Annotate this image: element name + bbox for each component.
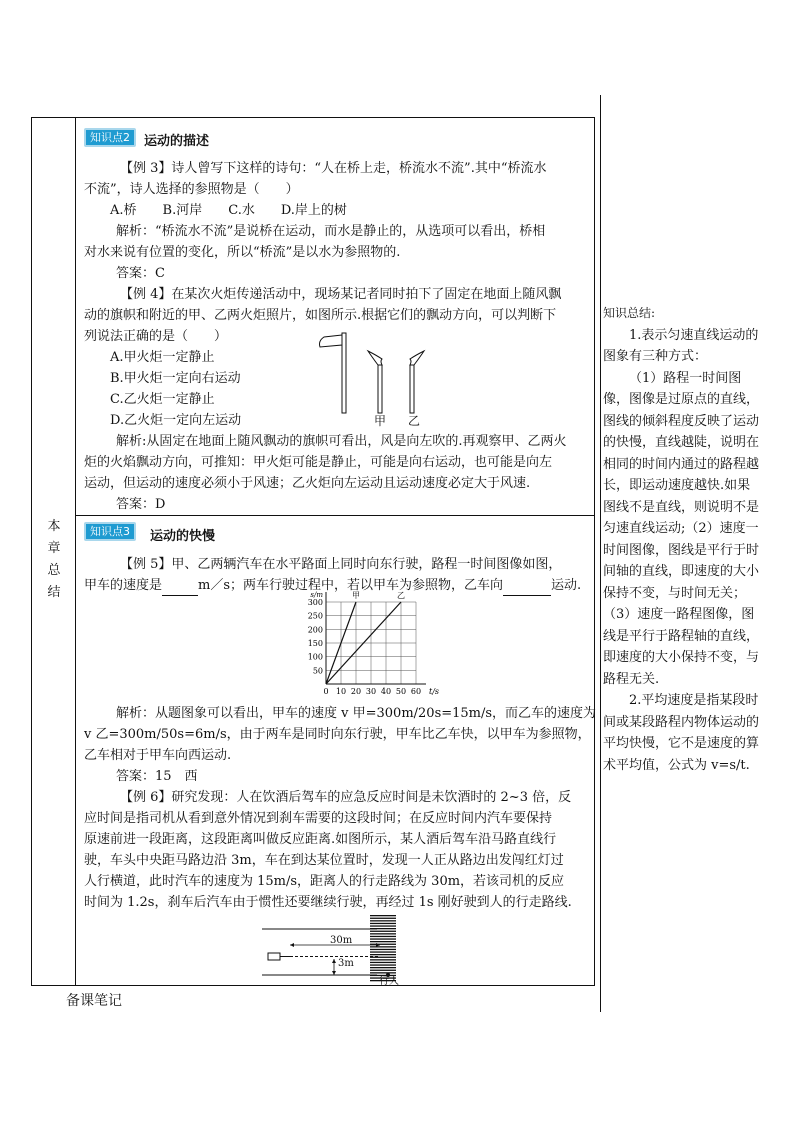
- y-tick-label: 150: [307, 639, 323, 648]
- example5-explanation: v 乙=300m/50s=6m/s，由于两车是同时向东行驶，甲车比乙车快，以甲车为参照物，: [84, 727, 591, 742]
- zebra-stripe: [370, 964, 396, 965]
- series-label: 乙: [397, 591, 405, 600]
- column-divider: [600, 95, 601, 1012]
- zebra-stripe: [370, 928, 396, 929]
- lesson-notes-label: 备课笔记: [66, 993, 122, 1009]
- example4-question: 【例 4】在某次火炬传递活动中，现场某记者同时拍下了固定在地面上随风飘: [120, 287, 562, 302]
- torch-jia-label: 甲: [374, 414, 387, 428]
- example4-question: 列说法正确的是（ ）: [84, 329, 228, 344]
- zebra-stripe: [370, 970, 396, 971]
- distance-30m-label: 30m: [330, 935, 353, 946]
- x-tick-label: 50: [395, 687, 407, 696]
- section-title: 运动的描述: [144, 134, 210, 149]
- chapter-summary-table: [31, 117, 595, 986]
- distance-time-chart: [302, 590, 440, 698]
- summary-point-1: 1.表示匀速直线运动的图象有三种方式：: [603, 327, 759, 364]
- sidebar-char: 总: [47, 563, 61, 578]
- y-tick-label: 100: [307, 652, 323, 662]
- x-tick-label: 0: [323, 687, 329, 696]
- zebra-stripe: [370, 972, 396, 973]
- torch-yi-label: 乙: [408, 414, 421, 428]
- example4-option-d: D.乙火炬一定向左运动: [110, 413, 242, 428]
- zebra-stripe: [370, 959, 396, 960]
- x-tick-label: 20: [350, 687, 362, 696]
- pedestrian-label: 行人: [379, 976, 399, 987]
- example3-explanation: 对水来说有位置的变化，所以“桥流”是以水为参照物的.: [84, 245, 401, 260]
- zebra-stripe: [370, 957, 396, 958]
- example5-question: 【例 5】甲、乙两辆汽车在水平路面上同时向东行驶，路程一时间图像如图，: [120, 557, 562, 572]
- example6-text: 应时间是指司机从看到意外情况到刹车需要的这段时间；在反应时间内汽车要保持: [84, 811, 553, 826]
- zebra-stripe: [370, 915, 396, 916]
- example3-options: A.桥 B.河岸 C.水 D.岸上的树: [110, 203, 347, 218]
- x-tick-label: 10: [335, 687, 347, 696]
- example4-explanation: 炬的火焰飘动方向，可推知：甲火炬可能是静止，可能是向右运动，也可能是向左: [84, 455, 553, 470]
- example3-question: 不流”，诗人选择的参照物是（ ）: [84, 182, 299, 197]
- knowledge-summary: [603, 303, 763, 776]
- y-tick-label: 200: [307, 625, 323, 635]
- example4-option-b: B.甲火炬一定向右运动: [110, 371, 241, 386]
- sidebar-label: [46, 516, 62, 604]
- summary-title: 知识总结:: [603, 306, 656, 320]
- x-tick-label: 60: [410, 687, 422, 696]
- zebra-stripe: [370, 941, 396, 942]
- example5-question-part: 甲车的速度是: [84, 578, 163, 593]
- example5-explanation: 乙车相对于甲车向西运动.: [84, 748, 232, 763]
- zebra-stripe: [370, 931, 396, 932]
- sidebar-column: [32, 118, 76, 985]
- zebra-stripe: [370, 923, 396, 924]
- example4-explanation: 运动，但运动的速度必须小于风速；乙火炬向左运动且运动速度必定大于风速.: [84, 476, 531, 491]
- section-divider: [76, 515, 594, 516]
- summary-point-2: 2.平均速度是指某段时间或某段路程内物体运动的平均快慢，它不是速度的算术平均值，公式为 v=s/t.: [603, 693, 760, 773]
- sidebar-char: 本: [47, 519, 61, 534]
- distance-3m-label: 3m: [338, 958, 354, 969]
- knowledge-point-badge: 知识点2: [84, 128, 136, 147]
- example4-option-a: A.甲火炬一定静止: [110, 350, 215, 365]
- x-axis-label: t/s: [428, 687, 440, 696]
- answer-blank[interactable]: [503, 581, 551, 596]
- zebra-stripe: [370, 925, 396, 926]
- example5-answer: 答案：15 西: [116, 769, 198, 784]
- example3-question: 【例 3】诗人曾写下这样的诗句：“人在桥上走，桥流水不流”.其中“桥流水: [120, 161, 547, 176]
- y-tick-label: 250: [307, 611, 323, 621]
- main-content: [76, 118, 597, 987]
- zebra-stripe: [370, 933, 396, 934]
- series-label: 甲: [352, 591, 360, 600]
- section-title: 运动的快慢: [150, 529, 216, 544]
- zebra-stripe: [370, 962, 396, 963]
- zebra-stripe: [370, 918, 396, 919]
- zebra-stripe: [370, 967, 396, 968]
- zebra-stripe: [370, 936, 396, 937]
- example6-text: 人行横道，此时汽车的速度为 15m/s，距离人的行走路线为 30m，若该司机的反应: [84, 874, 565, 889]
- example6-text: 原速前进一段距离，这段距离叫做反应距离.如图所示，某人酒后驾车沿马路直线行: [84, 832, 557, 847]
- answer-blank[interactable]: [162, 581, 198, 596]
- zebra-stripe: [370, 951, 396, 952]
- example4-option-c: C.乙火炬一定静止: [110, 392, 215, 407]
- example5-question-part: 运动.: [551, 578, 582, 593]
- example4-explanation: 解析:从固定在地面上随风飘动的旗帜可看出，风是向左吹的.再观察甲、乙两火: [116, 434, 567, 449]
- zebra-stripe: [370, 920, 396, 921]
- y-axis-label: s/m: [310, 591, 323, 599]
- sidebar-char: 章: [47, 541, 61, 556]
- sidebar-char: 结: [47, 585, 61, 600]
- x-tick-label: 40: [380, 687, 392, 696]
- example5-question-part: m／s；两车行驶过程中，若以甲车为参照物，乙车向: [198, 578, 504, 593]
- x-tick-label: 30: [365, 687, 377, 696]
- example3-explanation: 解析：“桥流水不流”是说桥在运动，而水是静止的，从选项可以看出，桥相: [116, 224, 546, 239]
- example5-explanation: 解析：从题图象可以看出，甲车的速度 v 甲=300m/20s=15m/s，而乙车的速度为: [116, 706, 597, 721]
- knowledge-point-badge: 知识点3: [84, 522, 136, 541]
- example6-text: 时间为 1.2s，刹车后汽车由于惯性还要继续行驶，再经过 1s 刚好驶到人的行走路线.: [84, 895, 572, 910]
- example6-text: 【例 6】研究发现：人在饮酒后驾车的应急反应时间是未饮酒时的 2~3 倍，反: [120, 790, 572, 805]
- zebra-stripe: [370, 949, 396, 950]
- zebra-stripe: [370, 938, 396, 939]
- zebra-stripe: [370, 954, 396, 955]
- y-tick-label: 50: [312, 666, 323, 676]
- y-tick-label: 300: [307, 598, 323, 607]
- zebra-stripe: [370, 946, 396, 947]
- summary-point-1-detail: （1）路程一时间图像，图像是过原点的直线，图线的倾斜程度反映了运动的快慢，直线越陡，说明在相同的时间内通过的路程越长，即运动速度越快.如果图线不是直线，则说明不是匀速直线运动;（2）速度一时间图像，图线是平行于时间轴的直线，即速度的大小保持不变，与时间无关；（3）速度一路程图像，图线是平行于路程轴的直线，即速度的大小保持不变，与路程无关.: [603, 370, 760, 687]
- example4-question: 动的旗帜和附近的甲、乙两火炬照片，如图所示.根据它们的飘动方向，可以判断下: [84, 308, 557, 323]
- example6-text: 驶，车头中央距马路边沿 3m，车在到达某位置时，发现一人正从路边出发闯红灯过: [84, 853, 564, 868]
- example4-answer: 答案：D: [116, 497, 166, 512]
- example3-answer: 答案：C: [116, 266, 165, 281]
